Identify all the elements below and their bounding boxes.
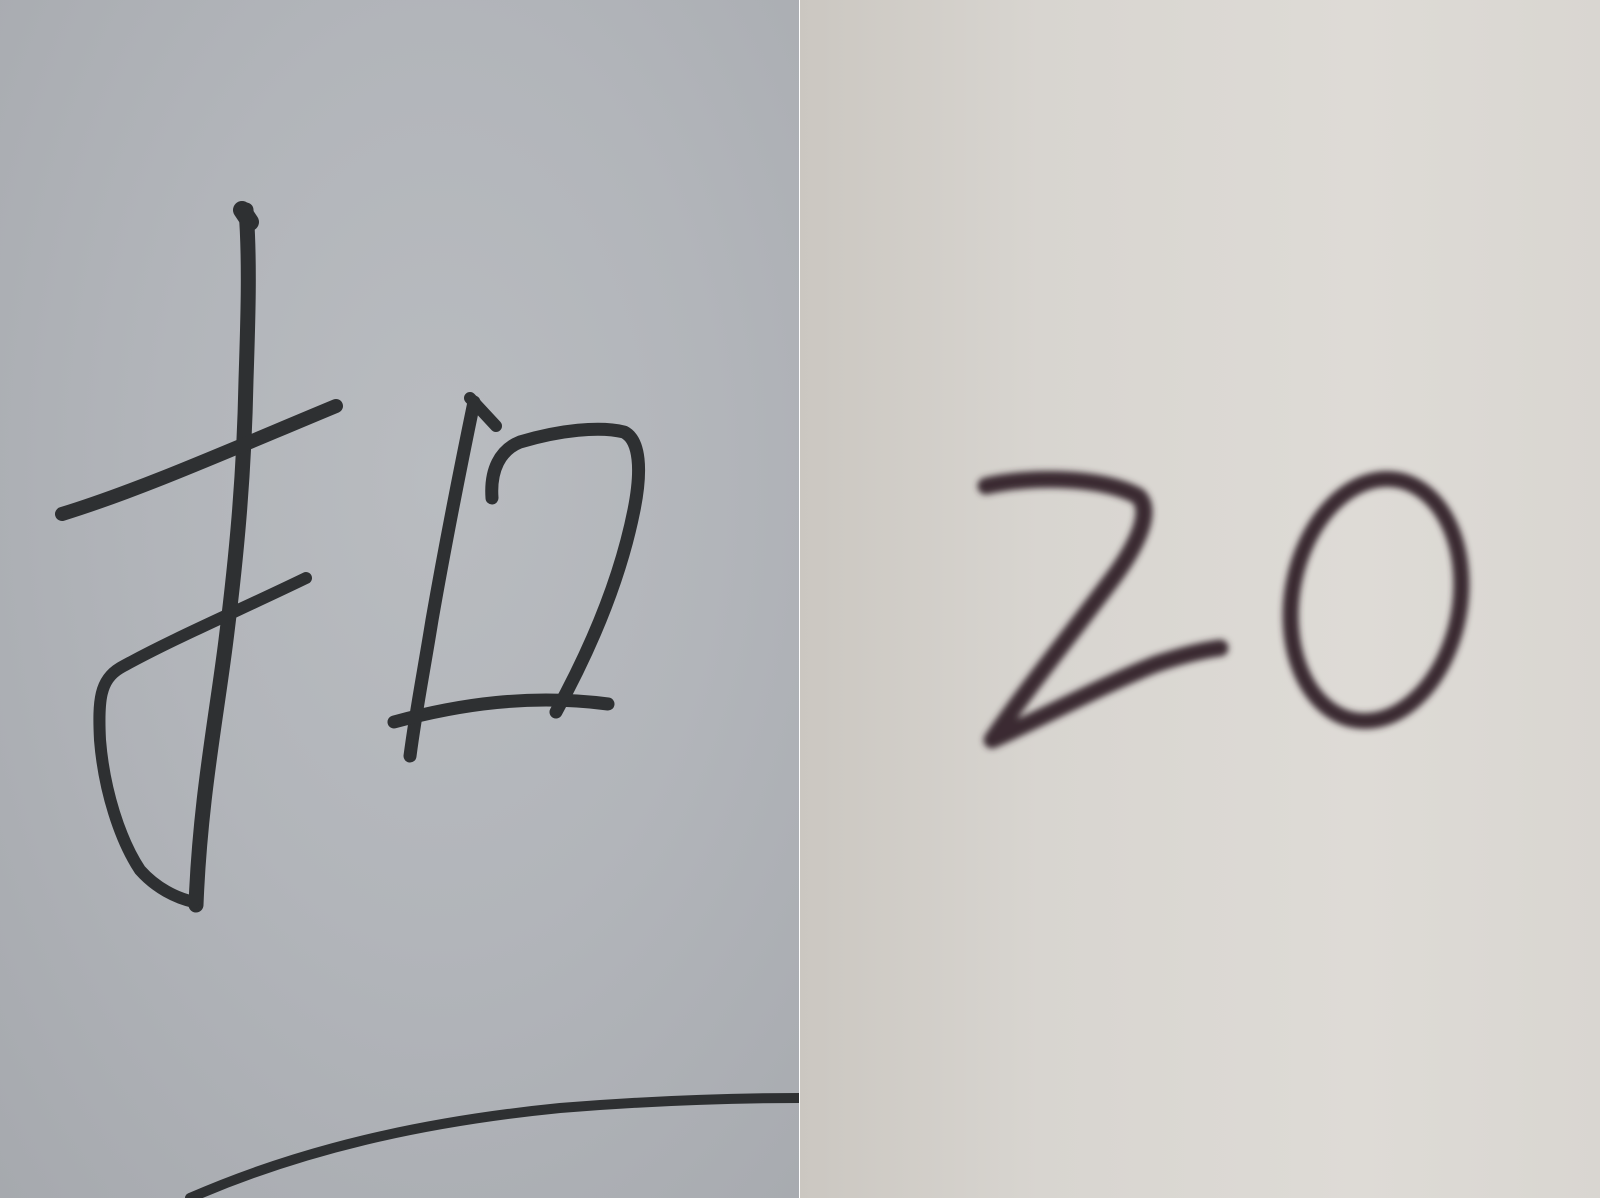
digit-two xyxy=(986,479,1220,740)
stroke-top-nib xyxy=(242,210,250,222)
stroke-bottom-curve xyxy=(190,1098,800,1198)
right-handwriting-drawing xyxy=(800,0,1600,1198)
right-handwriting-panel xyxy=(800,0,1600,1198)
stroke-vertical xyxy=(196,210,248,905)
stroke-mouth-bottom xyxy=(394,700,608,722)
stroke-horizontal xyxy=(62,406,336,514)
digit-zero xyxy=(1272,465,1480,734)
stroke-mouth-top-right xyxy=(492,429,639,712)
